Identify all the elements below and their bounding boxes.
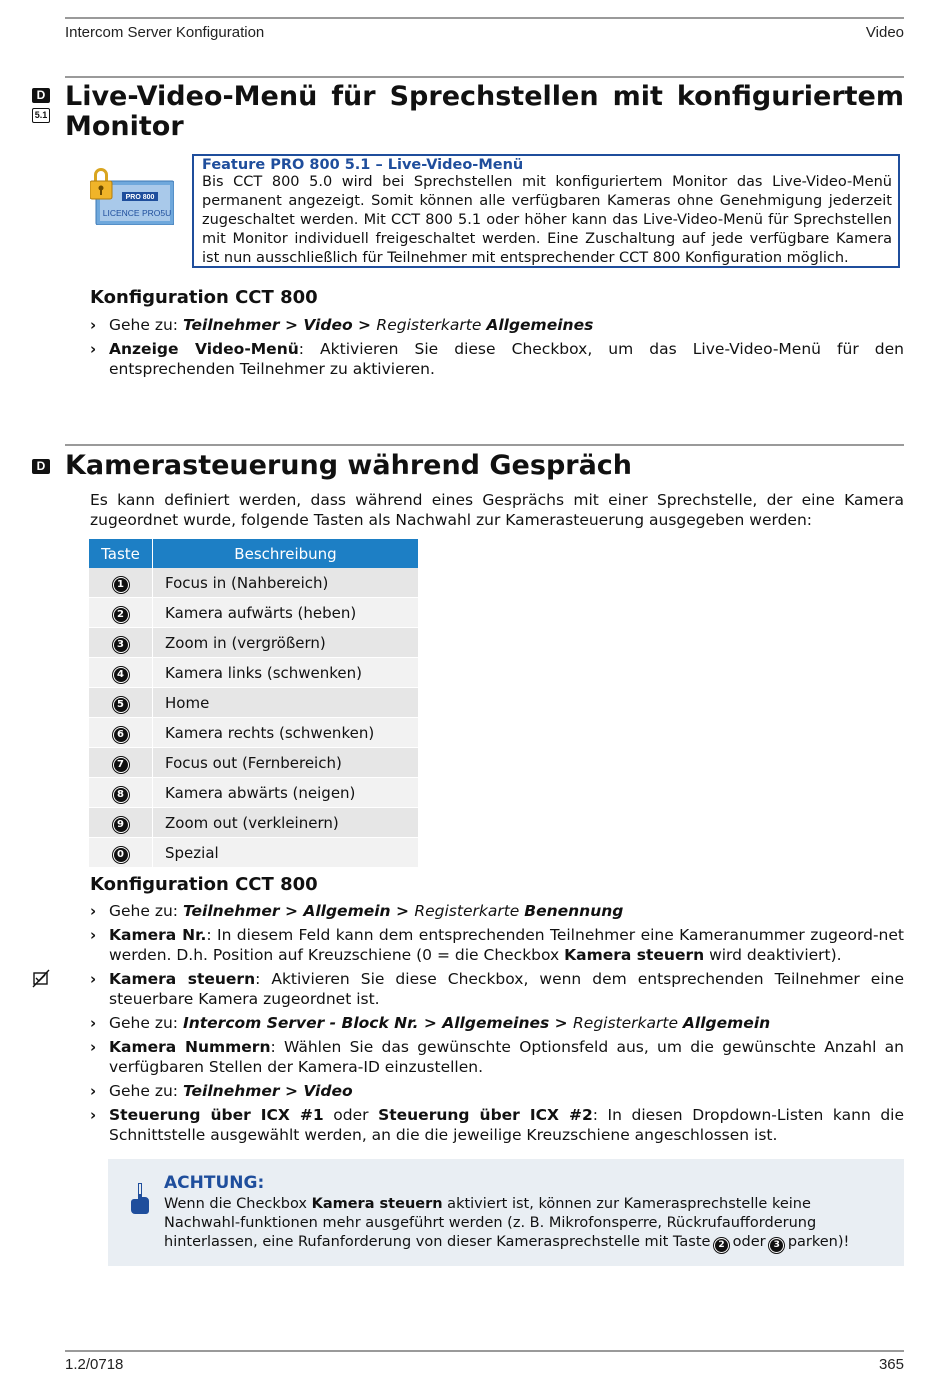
key-cell [89,568,153,598]
table-header: Beschreibung [153,539,419,568]
key-cell [89,778,153,808]
key-cell [89,628,153,658]
licence-badge-icon [90,163,174,225]
description-cell: Kamera links (schwenken) [153,658,419,688]
list-item: › Kamera Nummern: Wählen Sie das gewünschte Optionsfeld aus, um die gewünschte Anzahl an verfügbaren Stellen der Kamera-ID einzustellen. [90,1038,904,1076]
list-item: › Gehe zu: Teilnehmer > Allgemein > Registerkarte Benennung [90,902,624,920]
list-item: › Steuerung über ICX #1 oder Steuerung über ICX #2: In diesen Dropdown-Listen kann die Schnittstelle ausgewählt werden, an die die jeweilige Kreuzschiene angeschlossen ist. [90,1106,905,1144]
key-cell [89,748,153,778]
section1-rule [65,76,904,78]
description-cell: Focus in (Nahbereich) [153,568,419,598]
key-8-icon: 8 [114,788,128,802]
key-4-icon: 4 [114,668,128,682]
feature-box [192,154,900,268]
key-cell [89,718,153,748]
header-title: Intercom Server Konfiguration [65,24,265,41]
list-item: › Anzeige Video-Menü: Aktivieren Sie diese Checkbox, um das Live-Video-Menü für den entsprechenden Teilnehmer zu aktivieren. [90,340,904,378]
page-number: 365 [878,1356,904,1373]
description-cell: Zoom out (verkleinern) [153,808,419,838]
chevron-right-icon: › [90,926,97,944]
title-line2: Monitor [65,111,184,142]
table-row [89,718,418,748]
chevron-right-icon: › [90,316,97,334]
title-word: konfiguriertem [676,81,904,112]
table-row [89,808,418,838]
description-cell: Focus out (Fernbereich) [153,748,419,778]
table-row [89,748,418,778]
key-0-icon: 0 [114,848,128,862]
key-1-icon: 1 [114,578,128,592]
footer-rule [65,1350,904,1352]
title-word: mit [612,81,663,112]
chevron-right-icon: › [90,1014,97,1032]
key-cell [89,808,153,838]
table-row [89,688,418,718]
section1-title [65,82,904,142]
list-item: › Gehe zu: Teilnehmer > Video [90,1082,353,1100]
warning-box [108,1159,904,1266]
description-cell: Spezial [153,838,419,868]
description-cell: Kamera aufwärts (heben) [153,598,419,628]
warning-body: Wenn die Checkbox Kamera steuern aktiviert ist, können zur Kamerasprechstelle keine Nachwahl-funktionen mehr ausgeführt werden (z. B. Mikrofonsperre, Rückrufaufforderung hinterlassen, eine Rufanforderung von dieser Kamerasprechstelle mit Taste 2 oder 3 parken)! [164,1196,850,1250]
table-row [89,838,418,868]
title-word: Live-Video-Menü [65,81,318,112]
list-item: › Kamera steuern: Aktivieren Sie diese Checkbox, wenn dem entsprechenden Teilnehmer eine steuerbare Kamera zugeordnet ist. [90,970,904,1008]
key-cell [89,838,153,868]
config-heading: Konfiguration CCT 800 [90,287,318,308]
header-rule [65,17,904,19]
description-cell: Kamera rechts (schwenken) [153,718,419,748]
feature-title: Feature PRO 800 5.1 – Live-Video-Menü [202,157,524,173]
description-cell: Zoom in (vergrößern) [153,628,419,658]
chevron-right-icon: › [90,1082,97,1100]
table-row [89,778,418,808]
table-row [89,628,418,658]
warning-title: ACHTUNG: [164,1173,265,1193]
key-6-icon: 6 [114,728,128,742]
chevron-right-icon: › [90,970,97,988]
section1-steps [90,315,904,383]
table-header: Taste [89,539,153,568]
chevron-right-icon: › [90,340,97,358]
header-section: Video [865,24,904,41]
footer-version: 1.2/0718 [65,1356,124,1373]
key-table [89,539,418,868]
badge-line2: LICENCE PRO5U [102,208,172,218]
key-2-icon: 2 [114,608,128,622]
title-word: für [331,81,376,112]
description-cell: Home [153,688,419,718]
table-row [89,658,418,688]
key-2-icon: 2 [715,1239,728,1252]
key-7-icon: 7 [114,758,128,772]
list-item: › Gehe zu: Intercom Server - Block Nr. > Allgemeines > Registerkarte Allgemein [90,1014,771,1032]
key-cell [89,658,153,688]
section2-flag-icon: D [32,459,50,474]
description-cell: Kamera abwärts (neigen) [153,778,419,808]
section2-rule [65,444,904,446]
key-5-icon: 5 [114,698,128,712]
key-9-icon: 9 [114,818,128,832]
key-cell [89,598,153,628]
table-row [89,598,418,628]
key-cell [89,688,153,718]
chevron-right-icon: › [90,1038,97,1056]
pointing-hand-icon [128,1181,152,1219]
section2-title: Kamerasteuerung während Gespräch [65,450,633,481]
key-3-icon: 3 [770,1239,783,1252]
version-badge-icon: 5.1 [32,108,50,123]
list-item: › Kamera Nr.: In diesem Feld kann dem entsprechenden Teilnehmer eine Kameranummer zugeord-net werden. D.h. Position auf Kreuzschiene (0 = die Checkbox Kamera steuern wird deaktiviert). [90,926,904,964]
list-item: › Gehe zu: Teilnehmer > Video > Registerkarte Allgemeines [90,316,594,334]
section2-steps [90,901,904,1149]
badge-line1: PRO 800 [125,194,155,201]
not-applicable-icon [31,969,51,993]
table-row [89,568,418,598]
section2-intro: Es kann definiert werden, dass während eines Gesprächs mit einer Sprechstelle, der eine Kamera zugeordnet wurde, folgende Tasten als Nachwahl zur Kamerasteuerung ausgegeben werden: [90,491,904,529]
section1-flag-icon: D [32,88,50,103]
feature-body: Bis CCT 800 5.0 wird bei Sprechstellen mit konfiguriertem Monitor das Live-Video-Menü permanent angezeigt. Somit können alle verfügbaren Kameras ohne Genehmigung jederzeit zugeschaltet werden. Mit CCT 800 5.1 oder höher kann das Live-Video-Menü für Sprechstellen mit Monitor individuell freigeschaltet werden. Eine Zuschaltung auf jede verfügbare Kamera ist nun ausschließlich für Teilnehmer mit entsprechender CCT 800 Konfiguration möglich. [202,174,892,266]
config-heading-2: Konfiguration CCT 800 [90,874,318,895]
chevron-right-icon: › [90,902,97,920]
chevron-right-icon: › [90,1106,97,1124]
title-word: Sprechstellen [389,81,599,112]
key-3-icon: 3 [114,638,128,652]
